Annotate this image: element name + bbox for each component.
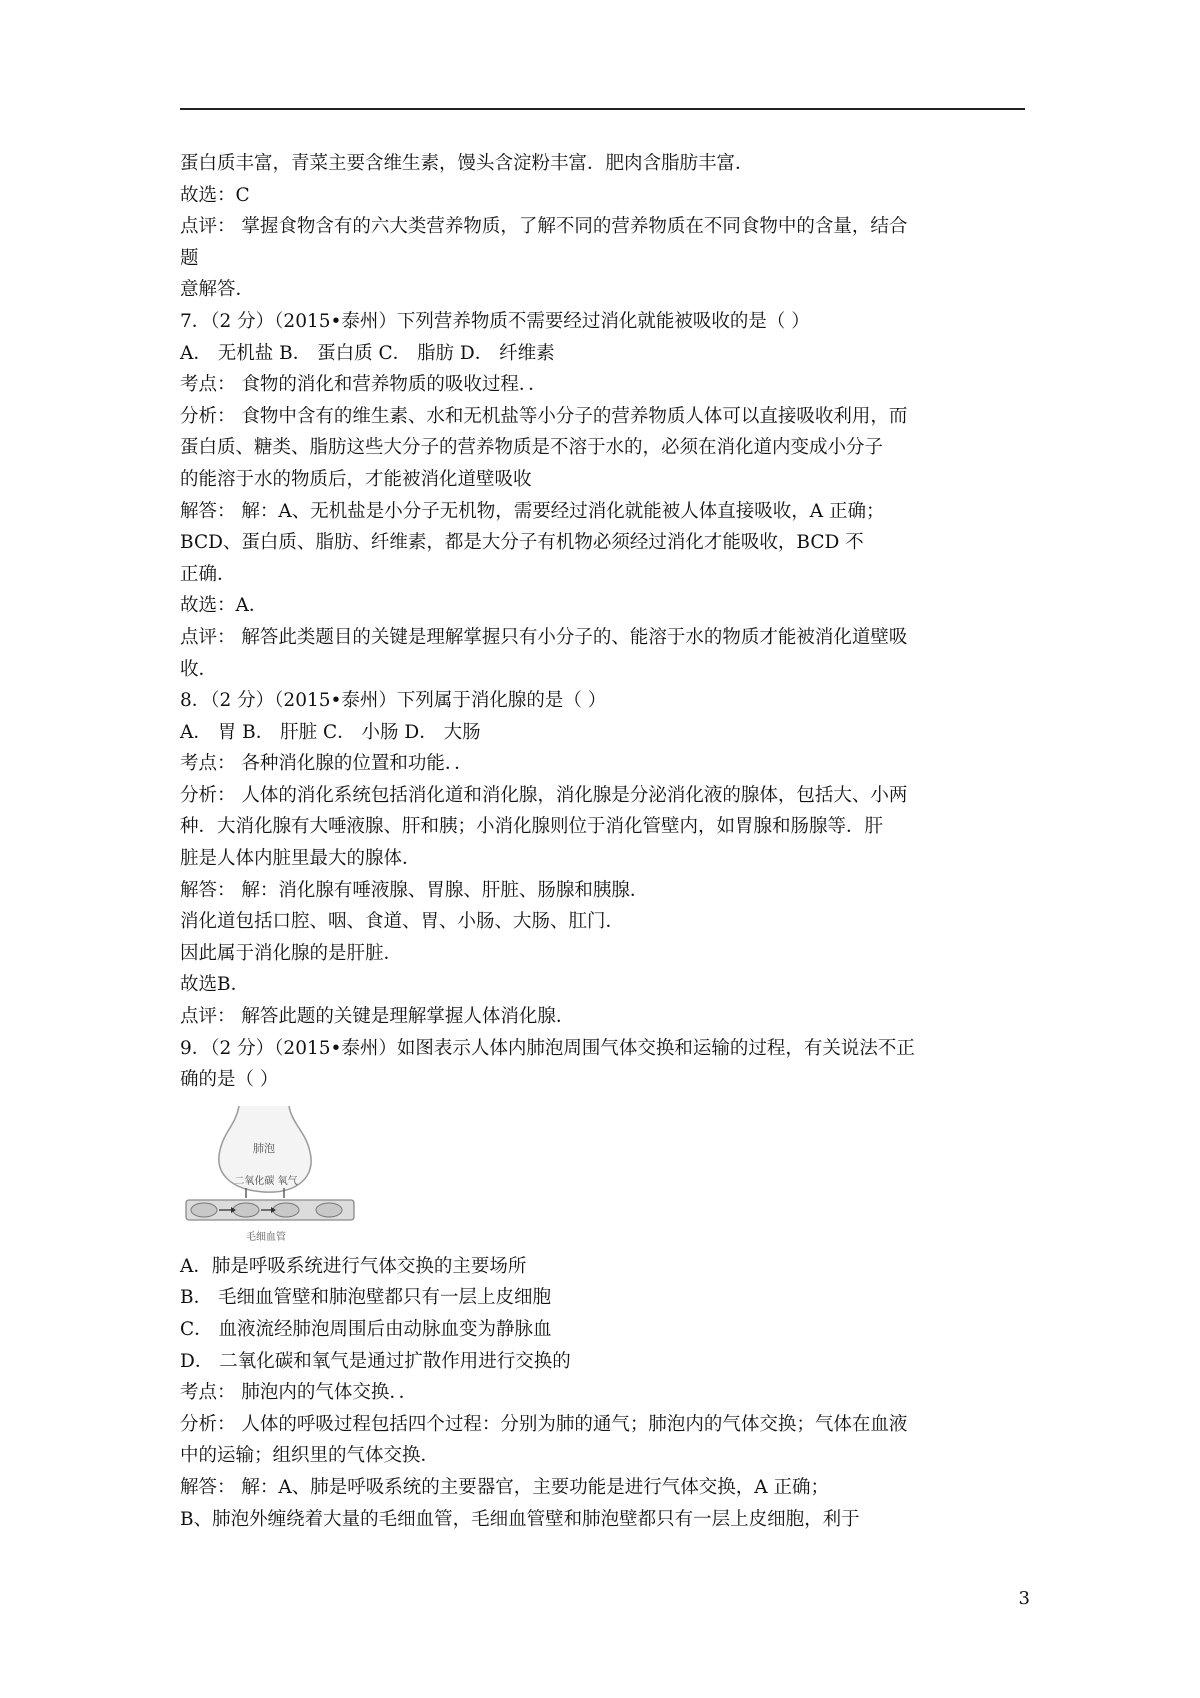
text-line: 点评： 掌握食物含有的六大类营养物质，了解不同的营养物质在不同食物中的含量，结合 [180, 216, 908, 238]
text-block-after-figure [180, 1251, 1030, 1535]
text-line: B、肺泡外缠绕着大量的毛细血管，毛细血管壁和肺泡壁都只有一层上皮细胞，利于 [180, 1508, 860, 1530]
text-line: 故选：C [180, 184, 250, 206]
text-line: 分析： 人体的消化系统包括消化道和消化腺，消化腺是分泌消化液的腺体，包括大、小两 [180, 784, 908, 806]
text-line: 8．（2 分）（2015•泰州）下列属于消化腺的是（ ） [180, 690, 607, 712]
text-line: 分析： 人体的呼吸过程包括四个过程：分别为肺的通气；肺泡内的气体交换；气体在血液 [180, 1413, 908, 1435]
text-line: B． 毛细血管壁和肺泡壁都只有一层上皮细胞 [180, 1287, 551, 1309]
text-line: A． 无机盐 B． 蛋白质 C． 脂肪 D． 纤维素 [180, 342, 555, 364]
text-line: 9．（2 分）（2015•泰州）如图表示人体内肺泡周围气体交换和运输的过程，有关说法不正 [180, 1037, 915, 1059]
page-body [180, 148, 1030, 1535]
text-line: 蛋白质丰富，青菜主要含维生素，馒头含淀粉丰富．肥肉含脂肪丰富． [180, 153, 754, 174]
alveolus-label: 肺泡 [253, 1141, 275, 1155]
blood-cell [316, 1203, 342, 1217]
capillary-label: 毛细血管 [246, 1231, 286, 1243]
blood-cell [191, 1203, 217, 1217]
blood-cell [233, 1203, 259, 1217]
text-line: 意解答． [180, 279, 255, 301]
text-line: 考点： 肺泡内的气体交换．． [180, 1382, 418, 1404]
text-line: 7．（2 分）（2015•泰州）下列营养物质不需要经过消化就能被吸收的是（ ） [180, 310, 810, 332]
text-line: 题 [180, 247, 199, 269]
text-line: D． 二氧化碳和氧气是通过扩散作用进行交换的 [180, 1350, 571, 1372]
text-line: 正确． [180, 563, 236, 585]
header-rule [180, 108, 1025, 110]
text-line: 故选：A． [180, 595, 268, 617]
page-number: 3 [1018, 1588, 1030, 1609]
text-line: 考点： 各种消化腺的位置和功能．． [180, 753, 473, 775]
alveolus-diagram-svg [184, 1102, 359, 1247]
alveolus-diagram [184, 1102, 359, 1247]
text-line: 收． [180, 658, 218, 680]
text-line: A． 胃 B． 肝脏 C． 小肠 D． 大肠 [180, 721, 481, 743]
text-line: 蛋白质、糖类、脂肪这些大分子的营养物质是不溶于水的，必须在消化道内变成小分子 [180, 437, 884, 459]
text-line: 消化道包括口腔、咽、食道、胃、小肠、大肠、肛门． [180, 911, 625, 933]
text-line: 种．大消化腺有大唾液腺、肝和胰；小消化腺则位于消化管壁内，如胃腺和肠腺等．肝 [180, 816, 884, 838]
text-line: 解答： 解：A、无机盐是小分子无机物，需要经过消化就能被人体直接吸收，A 正确； [180, 500, 885, 522]
text-line: 解答： 解：消化腺有唾液腺、胃腺、肝脏、肠腺和胰腺． [180, 879, 649, 901]
text-line: BCD、蛋白质、脂肪、纤维素，都是大分子有机物必须经过消化才能吸收，BCD 不 [180, 532, 864, 554]
text-line: 中的运输；组织里的气体交换． [180, 1445, 440, 1467]
text-line: 分析： 食物中含有的维生素、水和无机盐等小分子的营养物质人体可以直接吸收利用，而 [180, 405, 908, 427]
text-line: 脏是人体内脏里最大的腺体． [180, 848, 421, 870]
text-line: 点评： 解答此类题目的关键是理解掌握只有小分子的、能溶于水的物质才能被消化道壁吸 [180, 626, 908, 648]
text-line: A．肺是呼吸系统进行气体交换的主要场所 [180, 1255, 527, 1277]
text-line: 确的是（ ） [180, 1069, 279, 1091]
blood-cell [273, 1203, 299, 1217]
text-line: C． 血液流经肺泡周围后由动脉血变为静脉血 [180, 1319, 552, 1340]
text-line: 点评： 解答此题的关键是理解掌握人体消化腺． [180, 1006, 575, 1028]
text-line: 解答： 解：A、肺是呼吸系统的主要器官，主要功能是进行气体交换，A 正确； [180, 1476, 829, 1498]
text-line: 的能溶于水的物质后，才能被消化道壁吸收 [180, 468, 532, 490]
text-line: 因此属于消化腺的是肝脏． [180, 942, 403, 964]
text-block-before-figure [180, 148, 1030, 1096]
text-line: 考点： 食物的消化和营养物质的吸收过程．． [180, 374, 547, 396]
text-line: 故选B． [180, 974, 250, 996]
gas-label: 二氧化碳 氧气 [234, 1175, 298, 1187]
